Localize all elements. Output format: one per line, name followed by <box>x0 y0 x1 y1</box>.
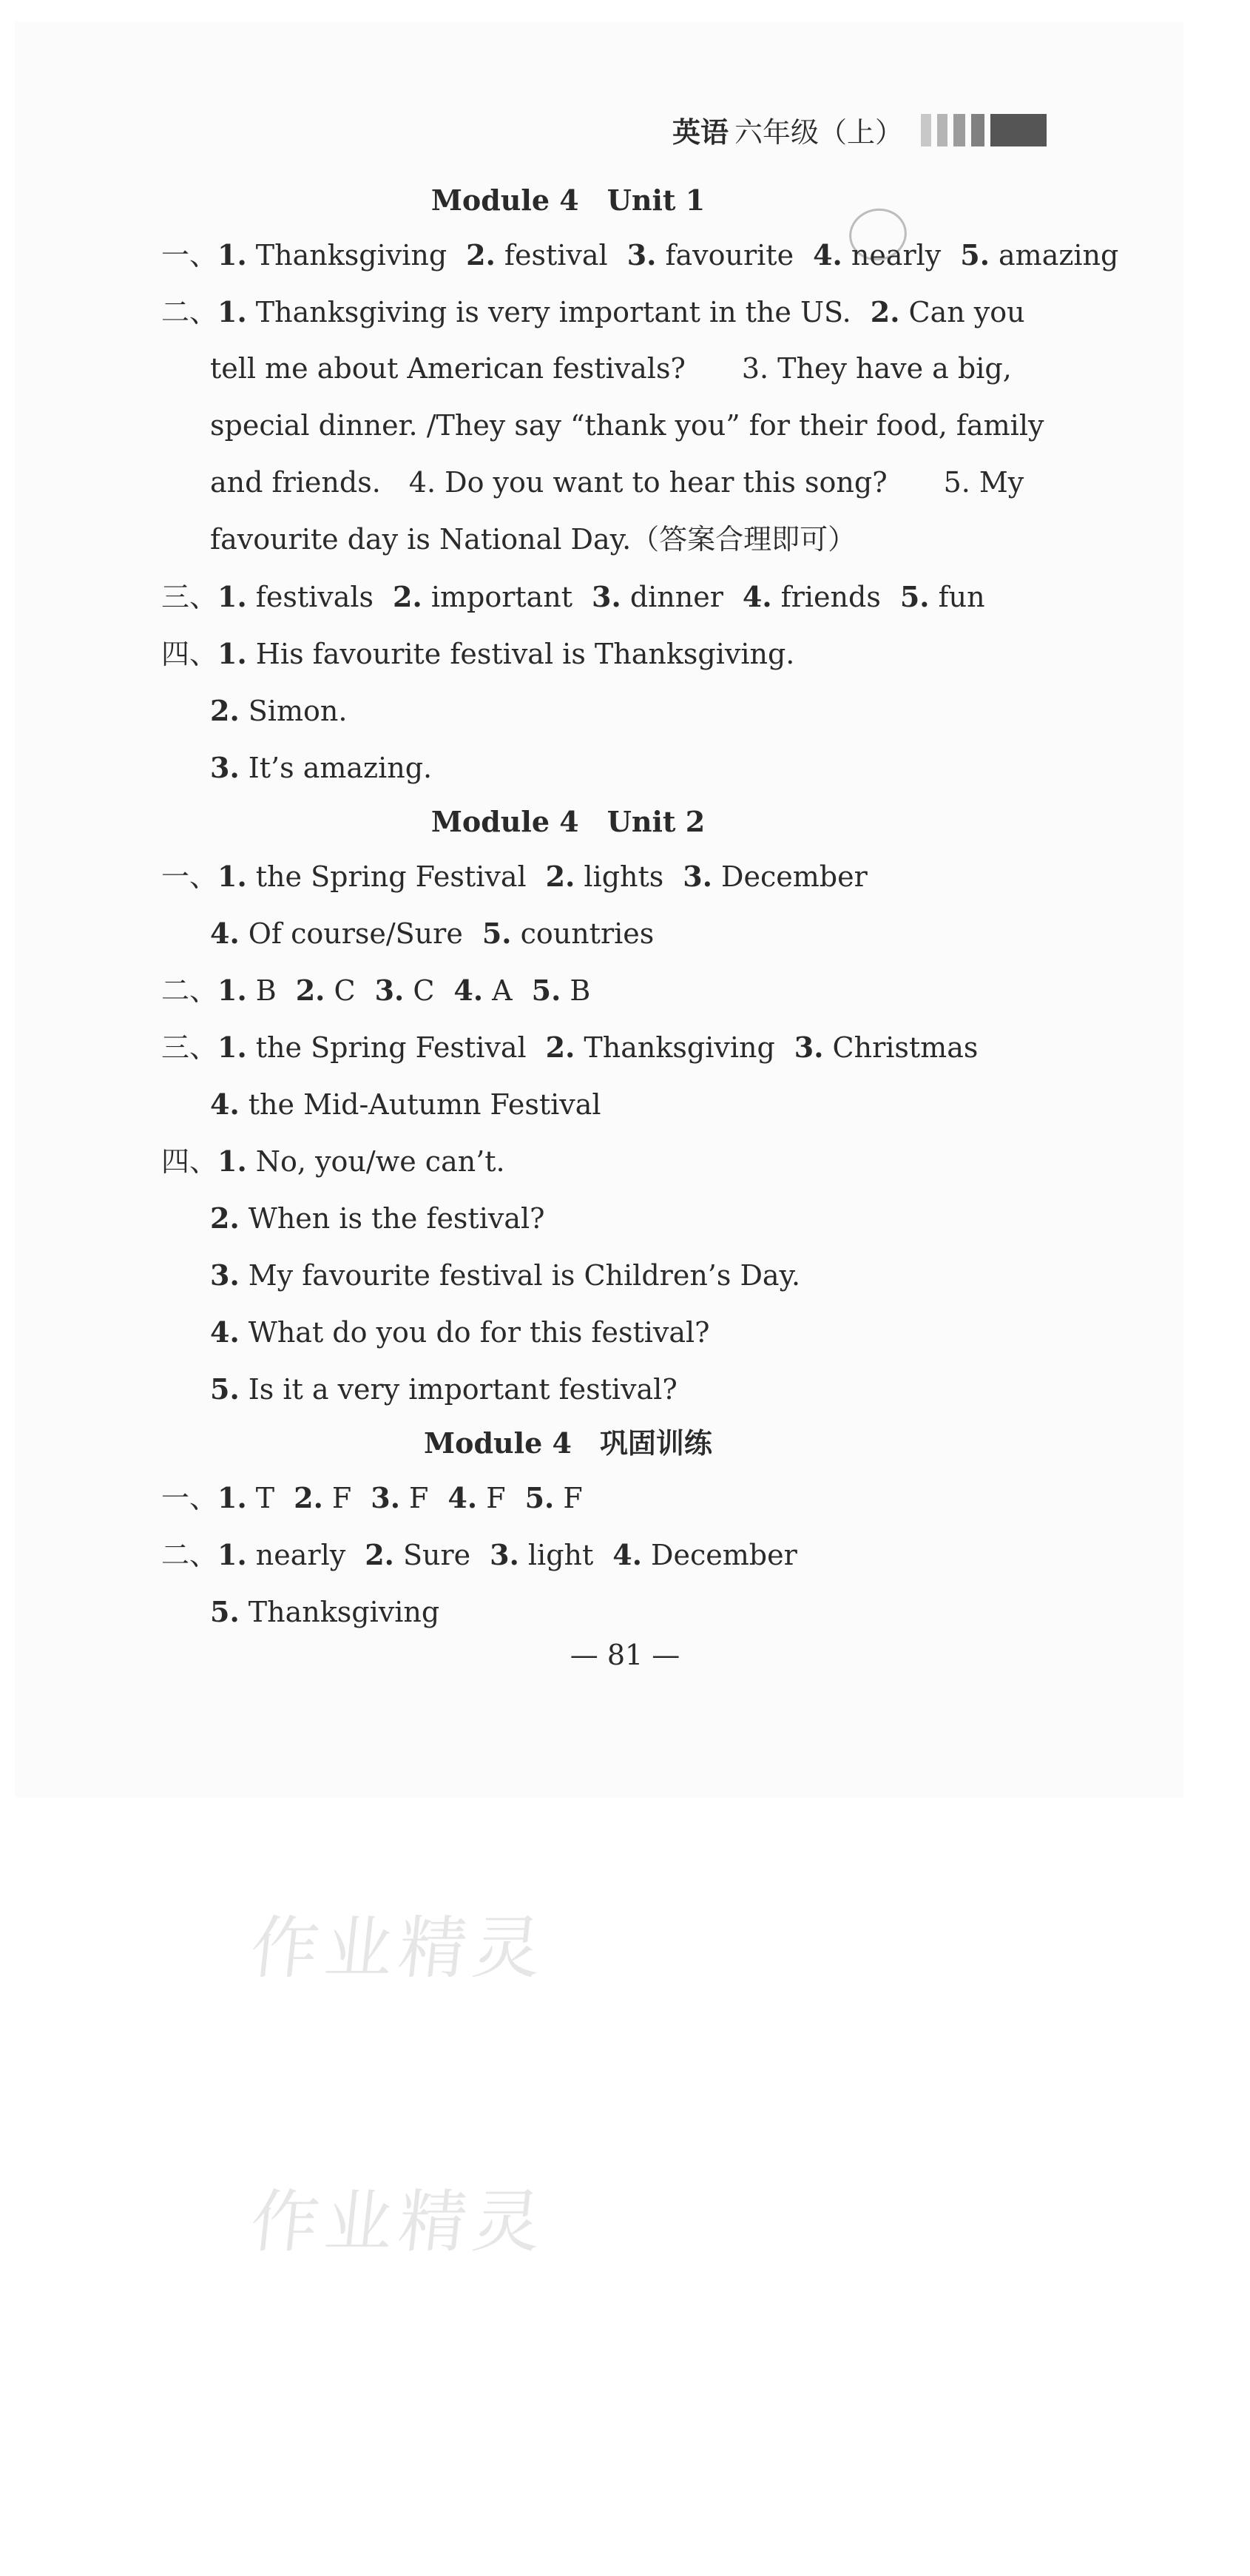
answer-line <box>161 739 1078 796</box>
item-number: 5. <box>210 1372 240 1406</box>
page-number: — 81 — <box>570 1639 680 1671</box>
item-answer: What do you do for this festival? <box>248 1316 710 1349</box>
item-number: 3. <box>210 1258 240 1292</box>
item-answer: B <box>570 974 591 1007</box>
item-answer: fun <box>938 581 985 613</box>
answer-item <box>294 1482 351 1514</box>
item-number: 5. <box>524 1481 555 1514</box>
item-answer: the Mid-Autumn Festival <box>248 1088 601 1121</box>
answer-item <box>794 1031 979 1064</box>
answer-item <box>532 974 591 1007</box>
item-number: 1. <box>217 238 247 272</box>
answer-line <box>161 848 1078 905</box>
item-answer: Is it a very important festival? <box>248 1373 678 1406</box>
item-number: 1. <box>217 1031 247 1064</box>
item-number: 2. <box>210 694 240 727</box>
item-answer: F <box>563 1482 583 1514</box>
item-answer: Thanksgiving <box>248 1596 440 1628</box>
answer-item <box>210 1088 601 1121</box>
answer-item <box>871 296 1025 328</box>
header-decoration-bars <box>921 114 1047 146</box>
answer-item <box>466 239 608 272</box>
answer-line <box>161 1019 1078 1076</box>
answer-line <box>161 905 1078 962</box>
item-answer: friends <box>780 581 881 613</box>
item-answer: the Spring Festival <box>255 1031 527 1064</box>
header-grade: 六年级（上） <box>734 116 903 149</box>
item-answer: Sure <box>402 1539 471 1571</box>
item-number: 2. <box>870 295 900 328</box>
answer-item <box>482 917 654 950</box>
answer-item <box>217 296 851 328</box>
answer-line <box>161 1526 1078 1583</box>
item-number: 2. <box>210 1201 240 1235</box>
answer-item <box>743 581 881 613</box>
answer-item <box>546 1031 775 1064</box>
item-answer: light <box>527 1539 594 1571</box>
item-answer: A <box>492 974 513 1007</box>
answer-item <box>210 917 463 950</box>
item-number: 2. <box>545 1031 575 1064</box>
item-number: 5. <box>482 917 512 950</box>
answer-item <box>210 695 347 727</box>
answer-item <box>490 1539 593 1571</box>
question-group-marker: 二、 <box>161 974 218 1007</box>
item-number: 4. <box>210 1315 240 1349</box>
item-number: 5. <box>531 974 561 1007</box>
item-number: 4. <box>210 1088 240 1121</box>
item-answer: amazing <box>999 239 1119 272</box>
answer-item <box>217 581 374 613</box>
answer-line <box>161 1190 1078 1247</box>
item-number: 4. <box>742 580 772 613</box>
item-answer: Simon. <box>248 695 348 727</box>
item-number: 4. <box>210 917 240 950</box>
answer-line <box>161 1247 1078 1304</box>
answer-item <box>217 860 527 893</box>
answer-item <box>217 974 277 1007</box>
answer-line: favourite day is National Day.（答案合理即可） <box>210 523 857 556</box>
answer-item <box>217 1539 345 1571</box>
item-answer: It’s amazing. <box>248 752 433 784</box>
watermark-2: 作业精灵 <box>246 2182 551 2262</box>
item-number: 1. <box>217 1481 247 1514</box>
item-number: 1. <box>217 860 247 893</box>
item-number: 2. <box>466 238 496 272</box>
answer-item <box>210 1316 710 1349</box>
answer-item <box>217 1145 505 1178</box>
item-answer: Thanksgiving <box>255 239 447 272</box>
item-number: 4. <box>447 1481 478 1514</box>
answer-item <box>375 974 435 1007</box>
item-answer: December <box>721 860 868 893</box>
question-group-marker: 三、 <box>161 1031 218 1064</box>
item-answer: C <box>413 974 435 1007</box>
question-group-marker: 一、 <box>161 239 218 272</box>
item-number: 1. <box>217 580 247 613</box>
item-number: 2. <box>295 974 325 1007</box>
item-number: 3. <box>683 860 712 893</box>
item-answer: December <box>651 1539 797 1571</box>
question-group-marker: 二、 <box>161 1539 218 1571</box>
answer-line <box>161 226 1119 283</box>
answer-item <box>813 239 941 272</box>
item-answer: important <box>430 581 573 613</box>
item-answer: Can you <box>908 296 1025 328</box>
answer-line <box>161 625 1078 682</box>
page-header <box>672 109 1047 150</box>
item-answer: When is the festival? <box>248 1202 545 1235</box>
answer-item <box>217 239 447 272</box>
answer-item <box>210 752 432 784</box>
item-number: 3. <box>371 1481 400 1514</box>
item-answer: countries <box>520 917 655 950</box>
answer-line <box>161 682 1078 739</box>
item-answer: the Spring Festival <box>255 860 527 893</box>
answer-line <box>161 962 1078 1019</box>
item-answer: festival <box>504 239 608 272</box>
answer-item <box>210 1373 678 1406</box>
answer-line: tell me about American festivals? 3. They have a big, <box>210 352 1012 385</box>
item-answer: Thanksgiving is very important in the US. <box>255 296 851 328</box>
item-number: 3. <box>794 1031 824 1064</box>
answer-item <box>592 581 723 613</box>
question-group-marker: 二、 <box>161 296 218 328</box>
answer-item <box>365 1539 470 1571</box>
answer-item <box>683 860 868 893</box>
answer-item <box>447 1482 505 1514</box>
item-answer: T <box>255 1482 275 1514</box>
answer-item <box>371 1482 428 1514</box>
section-title: Module 4 Unit 1 <box>430 183 706 217</box>
answer-item <box>393 581 572 613</box>
answer-item <box>210 1202 545 1235</box>
item-number: 3. <box>626 238 657 272</box>
answer-line: special dinner. /They say “thank you” for their food, family <box>210 409 1044 442</box>
item-answer: F <box>409 1482 429 1514</box>
answer-line: and friends. 4. Do you want to hear this song? 5. My <box>210 466 1024 499</box>
item-number: 4. <box>453 974 484 1007</box>
answer-line <box>161 1133 1078 1190</box>
answer-item <box>960 239 1118 272</box>
item-number: 4. <box>612 1538 642 1571</box>
item-number: 3. <box>374 974 405 1007</box>
item-answer: nearly <box>255 1539 346 1571</box>
item-number: 1. <box>217 1144 247 1178</box>
answer-line <box>161 1361 1078 1417</box>
item-answer: F <box>486 1482 506 1514</box>
item-answer: F <box>331 1482 352 1514</box>
header-subject: 英语 <box>672 115 729 149</box>
question-group-marker: 三、 <box>161 581 218 613</box>
question-group-marker: 四、 <box>161 1145 218 1178</box>
answer-content <box>161 175 1119 1640</box>
item-answer: lights <box>584 860 664 893</box>
item-number: 3. <box>490 1538 519 1571</box>
answer-item <box>217 1482 274 1514</box>
answer-item <box>210 1596 439 1628</box>
item-number: 2. <box>365 1538 394 1571</box>
item-number: 1. <box>217 974 247 1007</box>
item-answer: No, you/we can’t. <box>255 1145 505 1178</box>
item-number: 1. <box>217 637 247 670</box>
question-group-marker: 一、 <box>161 1482 218 1514</box>
item-number: 3. <box>210 751 240 784</box>
item-answer: nearly <box>851 239 942 272</box>
answer-item <box>612 1539 797 1571</box>
item-number: 1. <box>217 295 247 328</box>
answer-line <box>161 283 1078 340</box>
answer-line <box>161 1469 1078 1526</box>
item-answer: His favourite festival is Thanksgiving. <box>255 638 795 670</box>
answer-line <box>161 1583 1078 1640</box>
answer-item <box>217 1031 527 1064</box>
item-number: 2. <box>393 580 422 613</box>
answer-item <box>210 1259 800 1292</box>
item-number: 5. <box>960 238 990 272</box>
item-answer: dinner <box>629 581 723 613</box>
item-number: 5. <box>210 1595 240 1628</box>
section-title: Module 4 Unit 2 <box>430 805 706 838</box>
answer-item <box>546 860 664 893</box>
watermark-1: 作业精灵 <box>246 1909 551 1988</box>
question-group-marker: 四、 <box>161 638 218 670</box>
answer-item <box>296 974 356 1007</box>
item-number: 5. <box>899 580 930 613</box>
item-answer: C <box>334 974 356 1007</box>
item-number: 4. <box>813 238 842 272</box>
item-number: 1. <box>217 1538 247 1571</box>
item-answer: favourite <box>665 239 794 272</box>
answer-item <box>453 974 512 1007</box>
question-group-marker: 一、 <box>161 860 218 893</box>
answer-line <box>161 1076 1078 1133</box>
item-number: 2. <box>294 1481 323 1514</box>
answer-line <box>161 1304 1078 1361</box>
answer-item <box>217 638 794 670</box>
answer-item <box>900 581 985 613</box>
item-answer: Christmas <box>832 1031 979 1064</box>
item-answer: My favourite festival is Children’s Day. <box>248 1259 801 1292</box>
item-answer: festivals <box>255 581 374 613</box>
answer-item <box>525 1482 583 1514</box>
item-answer: B <box>255 974 277 1007</box>
answer-line <box>161 568 1078 625</box>
section-title: Module 4 巩固训练 <box>424 1426 712 1460</box>
item-number: 3. <box>592 580 621 613</box>
item-number: 2. <box>545 860 575 893</box>
item-answer: Of course/Sure <box>248 917 463 950</box>
item-answer: Thanksgiving <box>584 1031 775 1064</box>
answer-item <box>627 239 794 272</box>
